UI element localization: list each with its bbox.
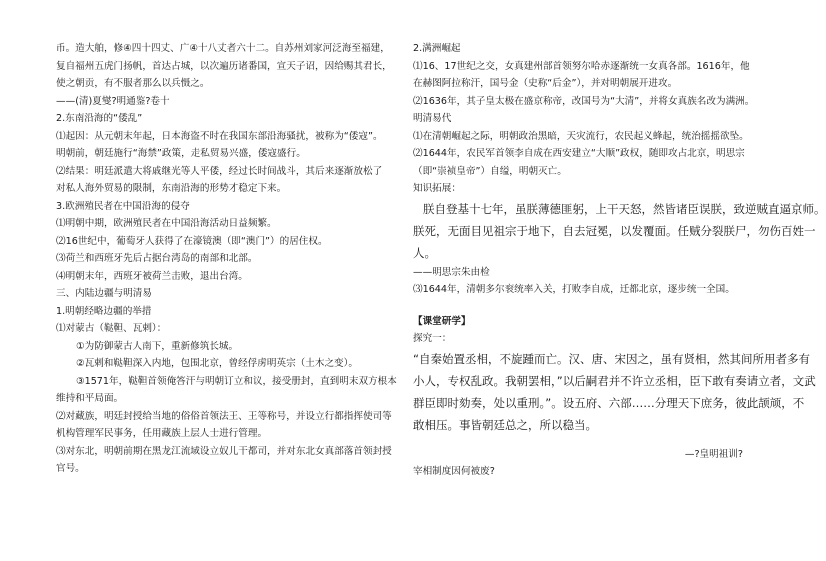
- text-line: 对私人海外贸易的限制，东南沿海的形势才稳定下来。: [56, 183, 287, 194]
- text-line: ⑵结果：明廷派遣大将戚继光等人平倭，经过长时间战斗，其后来逐渐放松了: [56, 165, 383, 177]
- left-column: [56, 40, 397, 478]
- text-line: 复自福州五虎门扬帆，首达占城，以次遍历诸番国，宣天子诏，因给赐其君长，: [56, 60, 392, 72]
- text-line: ⑶1644年，清朝多尔衮统率入关，打败李自成，迁都北京，逐步统一全国。: [413, 284, 735, 295]
- text-line: ⑴在清朝崛起之际，明朝政治黑暗，天灾流行，农民起义蜂起，统治摇摇欲坠。: [413, 130, 749, 142]
- quote-line: 朕自登基十七年，虽朕薄德匪躬，上干天怒，然皆诸臣误朕，致逆贼直逼京师。: [423, 201, 826, 216]
- section-heading: 3.欧洲殖民者在中国沿海的侵夺: [56, 200, 190, 212]
- source-citation: —?皇明祖训?: [684, 448, 743, 460]
- quote-line: 敢相压。事皆朝廷总之，所以稳当。: [413, 417, 597, 432]
- text-line: ⑴对蒙古（鞑靼、瓦剌）：: [56, 323, 167, 334]
- text-line: 币。造大舶，修④四十四丈、广④十八丈者六十二。自苏州刘家河泛海至福建，: [56, 43, 390, 54]
- research-subtitle: 探究一：: [413, 333, 452, 344]
- section-heading: 1.明朝经略边疆的举措: [56, 305, 152, 317]
- section-heading: 知识拓展：: [413, 183, 461, 194]
- text-line: ⑷明朝末年，西班牙被荷兰击败，退出台湾。: [56, 270, 248, 282]
- source-citation: ——(清)夏燮?明通鉴?卷十: [56, 95, 170, 107]
- research-title: 【课堂研学】: [413, 315, 471, 327]
- text-line: ⑴明朝中期，欧洲殖民者在中国沿海活动日益频繁。: [56, 218, 277, 229]
- text-line: 使之朝贡，有不服者那么以兵慑之。: [56, 78, 210, 89]
- right-column: [413, 40, 826, 481]
- quote-line: “自秦始置丞相，不旋踵而亡。汉、唐、宋因之，虽有贤相，然其间所用者多有: [413, 351, 810, 366]
- text-line: ⑵1644年，农民军首领李自成在西安建立“大顺”政权，随即攻占北京，明思宗: [413, 148, 745, 159]
- quote-line: 人。: [413, 245, 436, 260]
- text-line: 官号。: [56, 463, 85, 474]
- section-heading: 2.满洲崛起: [413, 43, 461, 54]
- text-line: 明朝前，朝廷施行“海禁”政策，走私贸易兴盛，倭寇盛行。: [56, 148, 306, 159]
- text-line: ⑵对藏族，明廷封授给当地的俗俗首领法王、王等称号，并设立行都指挥使司等: [56, 410, 392, 422]
- section-heading: 明清易代: [413, 113, 452, 124]
- question: 宰相制度因何被废?: [413, 466, 495, 477]
- text-line: 维持和平局面。: [56, 393, 124, 404]
- section-heading: 2.东南沿海的“倭乱”: [56, 113, 143, 124]
- quote-line: 小人，专权乱政。我朝罢相，”以后嗣君并不许立丞相，臣下敢有奏请立者，文武: [413, 373, 816, 388]
- text-line: ⑵16世纪中，葡萄牙人获得了在濠镜澳（即“澳门”）的居住权。: [56, 235, 328, 247]
- text-line: ⑵1636年，其子皇太极在盛京称帝，改国号为“大清”，并将女真族名改为满洲。: [413, 95, 755, 107]
- text-line: ⑶对东北，明朝前期在黑龙江流域设立奴儿干都司，并对东北女真部落首领封授: [56, 445, 392, 457]
- text-line: ⑴16、17世纪之交，女真建州部首领努尔哈赤逐渐统一女真各部。1616年，他: [413, 60, 750, 72]
- text-line: ⑶荷兰和西班牙先后占据台湾岛的南部和北部。: [56, 253, 258, 264]
- text-line: 在赫图阿拉称汗，国号金（史称“后金”），并对明朝展开进攻。: [413, 78, 678, 89]
- text-line: ①为防御蒙古人南下，重新修筑长城。: [76, 340, 239, 352]
- source-citation: ——明思宗朱由检: [413, 266, 490, 278]
- text-line: ⑴起因：从元朝末年起，日本海盗不时在我国东部沿海骚扰，被称为“倭寇”。: [56, 130, 383, 142]
- quote-line: 群臣即时劾奏，处以重刑。”。设五府、六部……分理天下庶务，彼此颉颃，不: [413, 395, 805, 410]
- quote-line: 朕死，无面目见祖宗于地下，自去冠冕，以发覆面。任贼分裂朕尸，勿伤百姓一: [413, 223, 816, 238]
- text-line: 机构管理军民事务，任用藏族上层人士进行管理。: [56, 428, 268, 439]
- section-heading: 三、内陆边疆与明清易: [56, 288, 152, 299]
- text-line: （即“崇祯皇帝”）自缢，明朝灭亡。: [413, 165, 567, 177]
- text-line: ③1571年，鞑靼首领俺答汗与明朝订立和议，接受册封，直到明末双方根本: [76, 375, 397, 387]
- text-line: ②瓦剌和鞑靼深入内地，包围北京，曾经俘虏明英宗（土木之变）。: [76, 358, 359, 369]
